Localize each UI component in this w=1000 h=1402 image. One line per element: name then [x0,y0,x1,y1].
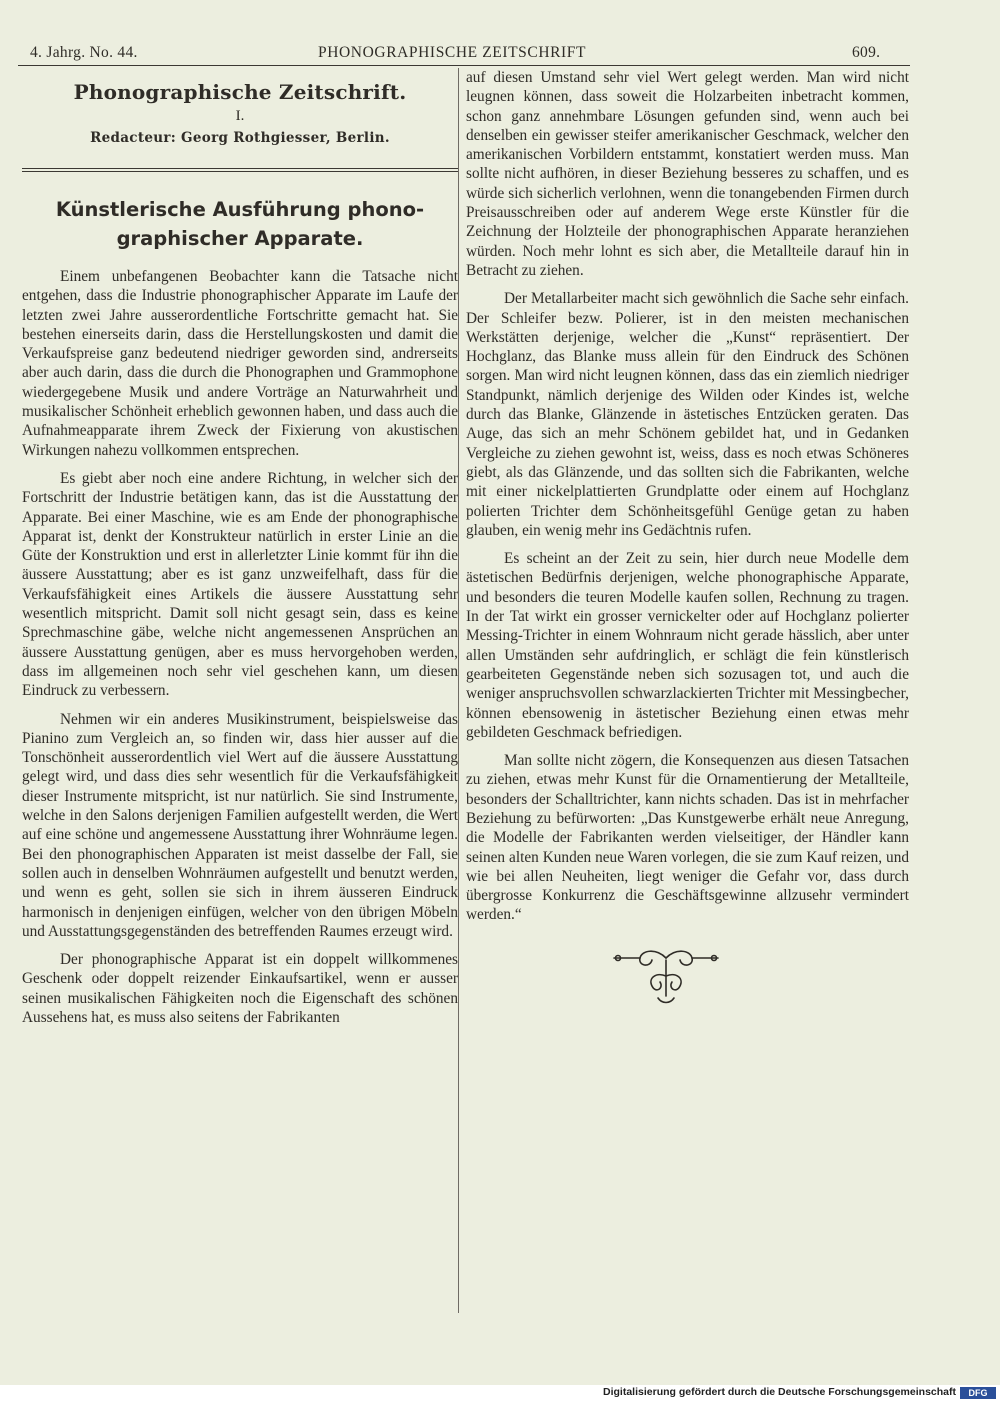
article-title: Künstlerische Ausführung phono- graphischer Apparate. [55,198,425,250]
masthead-number: I. [235,108,245,124]
article-paragraph-7: Man sollte nicht zögern, die Konsequenzen aus diesen Tatsachen zu ziehen, etwas mehr Kunst für die Ornamentierung der Metallteile, besonders der Schalltrichter, kann nichts schaden. Das ist in mehrfacher Beziehung zu befürworten: „Das Kunstgewerbe erhält neue Anregung, die Modelle der Fabrikanten werden vielseitiger, der Händler kann seinen alten Kunden neue Waren vorlegen, die sie zum Kauf reizen, und wie bei allen Neuheiten, liegt weniger die Gefahr vor, dass durch übergrosse Konkurrenz die Geschäftsgewinne allzusehr vermindert werden.“ [466,752,909,924]
journal-running-title: PHONOGRAPHISCHE ZEITSCHRIFT [318,44,587,61]
article-continuation: auf diesen Umstand sehr viel Wert gelegt werden. Man wird nicht leugnen können, dass soweit die Holzarbeiten inbetracht kommen, schon ganz annehmbare Lösungen gefunden sind, wenn auch bei denselben ein gewisser steifer amerikanischer Geschmack, welcher den amerikanischen Vorbildern entstammt, konstatiert werden muss. Man sollte nicht aufhören, in dieser Beziehung besseres zu schaffen, und es würde sich sicherlich verlohnen, wenn die tonangebenden Firmen durch Preisausschreiben oder auf anderem Wege erste Künstler für die Zeichnung der Holzteile der phonographischen Apparate heranziehen würden. Noch mehr lohnt es sich aber, die Metallteile darauf hin in Betracht zu ziehen. [466,69,909,279]
masthead-editor: Redacteur: Georg Rothgiesser, Berlin. [90,130,390,146]
article-paragraph-5: Der Metallarbeiter macht sich gewöhnlich die Sache sehr einfach. Der Schleifer bezw. Polierer, ist in den meisten mechanischen Werkstätten derjenige, welcher die „Kunst“ repräsentiert. Der Hochglanz, das Blanke muss allein für den Eindruck des Schönen sorgen. Man wird nicht leugnen können, dass das ein ziemlich niedriger Standpunkt, nämlich derjenige des Wilden oder Kindes ist, welche durch das Blanke, Glänzende in ästetisches Entzücken geraten. Das Auge, das sich an mehr Schönem gebildet hat, und in Gedanken Vergleiche zu ziehen gewohnt ist, weiss, dass es noch etwas Schöneres giebt, als das Glänzende, und das sollten sich die Fabrikanten, welche mit einer nickelplattierten Grundplatte oder einem auf Hochglanz polierten Trichter dem Schönheitsgefühl Genüge getan zu haben glauben, ein wenig mehr ins Gedächtnis rufen. [466,290,909,539]
dfg-logo: DFG [960,1387,996,1399]
masthead-title: Phonographische Zeitschrift. [73,80,407,104]
column-divider [458,68,459,1313]
masthead-double-rule [22,168,458,172]
left-column [22,68,458,1036]
end-ornament-icon [606,946,726,1006]
issue-label: 4. Jahrg. No. 44. [30,44,138,61]
article-paragraph-3: Nehmen wir ein anderes Musikinstrument, beispielsweise das Pianino zum Vergleich an, so finden wir, dass hier ausser auf die Tonschönheit ausserordentlich viel Wert auf die äussere Ausstattung gelegt wird, und dass dies sehr wesentlich für die Verkaufsfähigkeit dieser Instrumente mitspricht, ist nur natürlich. Sie sind Instrumente, welche in den Salons derjenigen Familien aufgestellt werden, die Wert auf eine schöne und angemessene Ausstattung ihrer Wohnräume legen. Bei den phonographischen Apparaten ist meist dasselbe der Fall, sie sollen auch in denselben Wohnräumen aufgestellt und benutzt werden, und wenn es geht, sollen sie sich in ihrem äusseren Eindruck harmonisch in denjenigen einfügen, welcher von den übrigen Möbeln und Ausstattungsgegenständen des betreffenden Raumes erzeugt wird. [22,710,458,940]
header-rule [18,65,910,66]
footer-bar [0,1385,1000,1402]
funding-credit: Digitalisierung gefördert durch die Deutsche Forschungsgemeinschaft [603,1386,956,1398]
page-number: 609. [852,44,881,61]
article-paragraph-1: Einem unbefangenen Beobachter kann die Tatsache nicht entgehen, dass die Industrie phonographischer Apparate im Laufe der letzten zwei Jahre ausserordentliche Fortschritte gemacht hat. Sie bestehen einerseits darin, dass die Herstellungskosten und damit die Verkaufspreise ganz bedeutend niedriger geworden sind, andrerseits aber auch darin, dass die durch die Phonographen und Grammophone wiedergegebene Musik und andere Vorträge an Naturwahrheit und musikalischer Schönheit erheblich gewonnen haben, und dass auch die Aufnahmeapparate ihrem Zweck der Fixierung von akustischen Wirkungen nahezu vollkommen entsprechen. [22,268,458,459]
article-paragraph-6: Es scheint an der Zeit zu sein, hier durch neue Modelle dem ästetischen Bedürfnis derjenigen, welche phonographische Apparate, und besonders die teuren Modelle kaufen sollen, Rechnung zu tragen. In der Tat wirkt ein grosser vernickelter oder auf Hochglanz polierter Messing-Trichter in einem Wohnraum nicht gerade hässlich, aber unter allen Umständen sehr aufdringlich, er schlägt die fein künstlerisch gearbeiteten Gegenstände neben sich sozusagen tot, und auch die weniger anspruchsvollen schwarzlackierten Trichter mit Messingbecher, können ebensowenig in ästetischer Beziehung einen etwas mehr gebildeten Geschmack befriedigen. [466,550,909,741]
article-paragraph-2: Es giebt aber noch eine andere Richtung, in welcher sich der Fortschritt der Industrie betätigen kann, das ist die Ausstattung der Apparate. Bei einer Maschine, wie es am Ende der phonographische Apparat ist, denkt der Konstrukteur natürlich in erster Linie an die Güte der Konstruktion und erst in allerletzter Linie kommt für ihn die äussere Ausstattung; aber es ist ganz unzweifelhaft, dass für die Verkaufsfähigkeit eines Artikels die äussere Ausstattung sehr wesentlich mitspricht. Damit soll nicht gesagt sein, dass es keine Sprechmaschine gäbe, welche nicht angemessenen Ansprüchen an äussere Ausstattung genügen, aber es muss hervorgehoben werden, dass im allgemeinen noch sehr viel geschehen kann, um diesen Eindruck zu verbessern. [22,469,458,700]
right-column [466,68,909,1011]
article-paragraph-4: Der phonographische Apparat ist ein doppelt willkommenes Geschenk oder doppelt reizender Einkaufsartikel, wenn er ausser seinen musikalischen Fähigkeiten noch die Eigenschaft des schönen Aussehens hat, es muss also seitens der Fabrikanten [22,951,458,1026]
masthead [22,68,458,147]
